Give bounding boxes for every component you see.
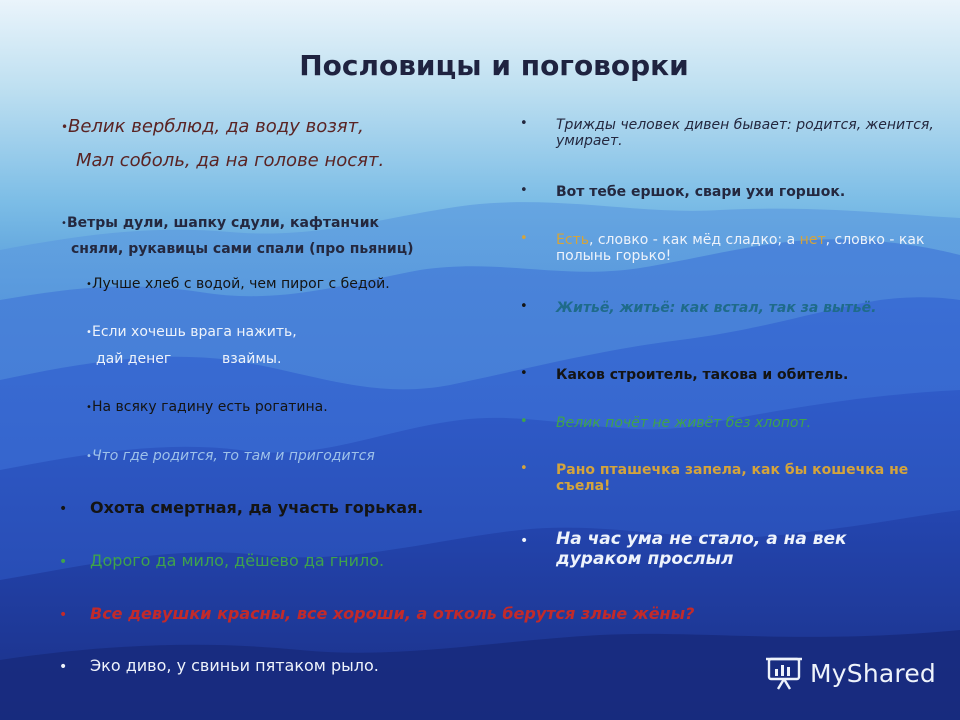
proverb-born: Что где родится, то там и пригодится bbox=[92, 448, 375, 464]
bullet: • bbox=[59, 554, 68, 570]
bullet: • bbox=[61, 120, 69, 134]
proverb-word bbox=[556, 232, 936, 264]
proverb-bread: Лучше хлеб с водой, чем пирог с бедой. bbox=[92, 276, 390, 292]
proverb-hunt: Охота смертная, да участь горькая. bbox=[90, 498, 424, 517]
bullet: • bbox=[520, 366, 528, 381]
proverb-dear: Дорого да мило, дёшево да гнило. bbox=[90, 551, 385, 570]
bullet: • bbox=[520, 299, 528, 314]
proverb-winds-line1: Ветры дули, шапку сдули, кафтанчик bbox=[67, 215, 379, 231]
bullet: • bbox=[86, 279, 92, 290]
bullet: • bbox=[59, 659, 68, 675]
proverb-vermin: На всяку гадину есть рогатина. bbox=[92, 399, 328, 415]
proverb-winds-line2: сняли, рукавицы сами спали (про пьяниц) bbox=[71, 241, 414, 257]
proverb-ruff: Вот тебе ершок, свари ухи горшок. bbox=[556, 184, 846, 200]
proverb-bird: Рано пташечка запела, как бы кошечка не съела! bbox=[556, 462, 909, 495]
watermark-text: MyShared bbox=[810, 658, 936, 688]
proverb-thrice: Трижды человек дивен бывает: родится, женится, умирает. bbox=[556, 117, 934, 150]
presentation-board-icon bbox=[766, 656, 802, 690]
proverb-camel-line2: Мал соболь, да на голове носят. bbox=[76, 150, 385, 171]
proverb-girls: Все девушки красны, все хороши, а отколь берутся злые жёны? bbox=[90, 604, 695, 623]
word-wormwood: , словко - как полынь горько! bbox=[556, 232, 925, 265]
proverb-enemy-line2a: дай денег bbox=[96, 351, 172, 367]
bullet: • bbox=[86, 327, 92, 338]
proverb-enemy-line2b: взаймы. bbox=[222, 351, 282, 367]
proverb-camel-line1: Велик верблюд, да воду возят, bbox=[68, 116, 364, 137]
proverb-honor: Велик почёт не живёт без хлопот. bbox=[556, 415, 812, 431]
bullet: • bbox=[520, 116, 528, 131]
bullet: • bbox=[59, 501, 68, 517]
bullet: • bbox=[59, 607, 68, 623]
proverb-life: Житьё, житьё: как встал, так за вытьё. bbox=[556, 300, 877, 316]
proverb-pig: Эко диво, у свиньи пятаком рыло. bbox=[90, 656, 379, 675]
bullet: • bbox=[86, 451, 92, 462]
word-yes: Есть bbox=[556, 232, 589, 248]
myshared-watermark bbox=[766, 656, 936, 690]
word-no: нет bbox=[799, 232, 826, 248]
proverb-enemy-line1: Если хочешь врага нажить, bbox=[92, 324, 297, 340]
bullet: • bbox=[520, 533, 529, 549]
bullet: • bbox=[86, 402, 92, 413]
bullet: • bbox=[61, 218, 67, 229]
proverb-builder: Каков строитель, такова и обитель. bbox=[556, 367, 849, 383]
proverb-mind: На час ума не стало, а на век дураком прослыл bbox=[556, 529, 847, 569]
word-honey: , словко - как мёд сладко; а bbox=[588, 232, 800, 248]
slide-title: Пословицы и поговорки bbox=[299, 49, 689, 82]
bullet: • bbox=[520, 231, 528, 246]
bullet: • bbox=[520, 414, 528, 429]
bullet: • bbox=[520, 461, 528, 476]
bullet: • bbox=[520, 183, 528, 198]
